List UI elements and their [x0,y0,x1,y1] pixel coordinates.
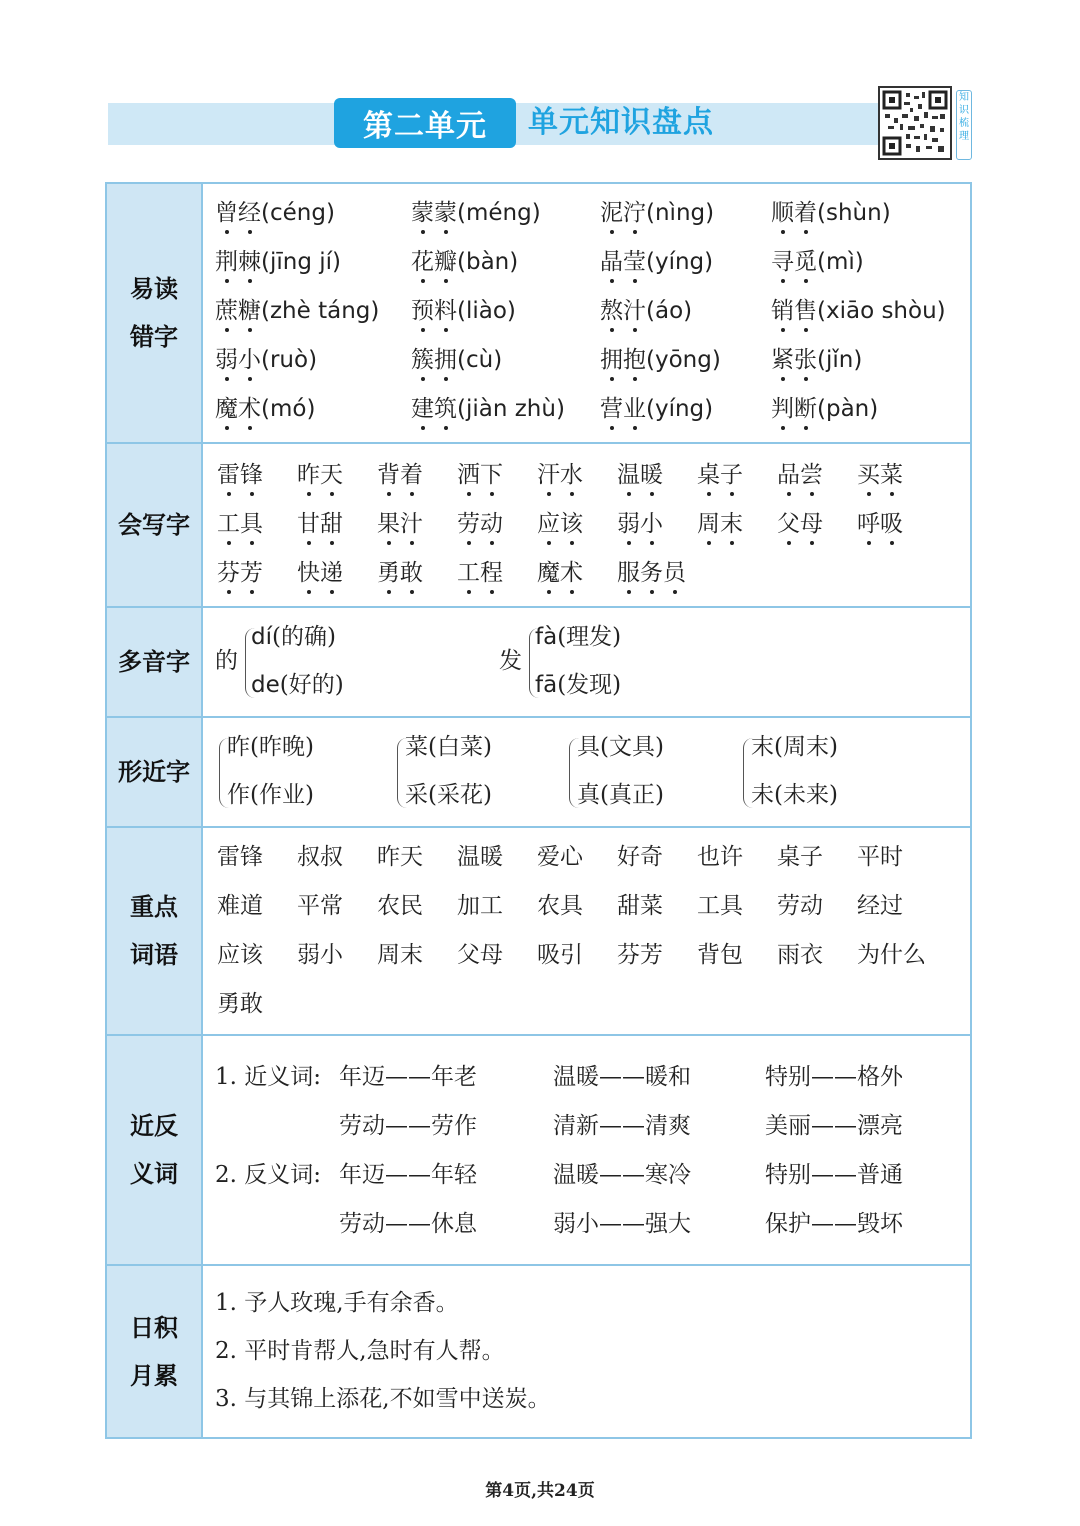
dotted-char: 工 [217,511,240,537]
page-title: 单元知识盘点 [528,105,714,140]
pinyin: (ruò) [261,347,318,373]
pinyin: (céng) [261,200,335,226]
dotted-char: 暖 [640,462,663,488]
key-word: 桌子 [777,844,823,870]
polyphone-reading [251,622,336,652]
polyphone-char: 发 [499,648,522,674]
dotted-char: 荆 [215,249,238,275]
dotted-char: 拥 [600,347,623,373]
dotted-char: 瓣 [434,249,457,275]
dotted-char: 昨 [297,462,320,488]
word-pair: 劳动——休息 [339,1211,477,1237]
word-pair: 劳动——劳作 [339,1113,477,1139]
dotted-char: 术 [238,396,261,422]
key-word: 平时 [857,844,903,870]
dotted-char: 着 [400,462,423,488]
row-similar [107,718,970,828]
key-word: 吸引 [537,942,583,968]
write-word [537,509,583,539]
easy-mistake-item [215,394,315,424]
dotted-char: 吸 [880,511,903,537]
dotted-char: 服 [617,560,640,586]
pinyin: (nìng) [646,200,715,226]
pinyin: (jǐn) [817,347,863,373]
row-write [107,444,970,608]
pinyin: (bàn) [457,249,519,275]
similar-char: 昨(昨晚) [227,734,314,760]
pinyin: fā [535,672,558,698]
key-word: 周末 [377,942,423,968]
key-word: 农具 [537,893,583,919]
dotted-char: 芬 [217,560,240,586]
dotted-char: 汁 [623,298,646,324]
proverb-line: 1. 予人玫瑰,手有余香。 [215,1290,459,1316]
dotted-char: 业 [623,396,646,422]
dotted-char: 弱 [617,511,640,537]
key-word: 父母 [457,942,503,968]
row-label: 形近字 [107,718,203,826]
dotted-char: 该 [560,511,583,537]
key-word: 甜菜 [617,893,663,919]
row-easy-mistake [107,184,970,444]
easy-mistake-item [215,296,379,326]
unit-badge [334,98,516,148]
label-line: 词语 [130,941,178,969]
easy-mistake-item [411,198,541,228]
dotted-char: 勇 [377,560,400,586]
dotted-char: 工 [457,560,480,586]
qr-label: 知识梳理 [956,90,972,160]
dotted-char: 下 [480,462,503,488]
easy-mistake-item [411,345,502,375]
write-word [297,558,343,588]
write-word [537,460,583,490]
key-word: 雷锋 [217,844,263,870]
dotted-char: 花 [411,249,434,275]
key-word: 平常 [297,893,343,919]
dotted-char: 蒙 [434,200,457,226]
dotted-char: 洒 [457,462,480,488]
dotted-char: 建 [411,396,434,422]
easy-mistake-item [600,394,713,424]
write-word [297,460,343,490]
dotted-char: 甜 [320,511,343,537]
write-word [617,460,663,490]
row-label [107,1266,203,1437]
dotted-char: 递 [320,560,343,586]
dotted-char: 簇 [411,347,434,373]
dotted-char: 筑 [434,396,457,422]
dotted-char: 父 [777,511,800,537]
easy-mistake-item [771,247,864,277]
dotted-char: 拥 [434,347,457,373]
easy-mistake-item [600,345,721,375]
knowledge-table [105,182,972,1439]
easy-mistake-item [771,296,946,326]
dotted-char: 快 [297,560,320,586]
dotted-char: 员 [663,560,686,586]
dotted-char: 销 [771,298,794,324]
key-word: 应该 [217,942,263,968]
row-label [107,184,203,442]
easy-mistake-item [771,394,878,424]
write-word [857,509,903,539]
write-word [617,509,663,539]
dotted-char: 程 [480,560,503,586]
dotted-char: 着 [794,200,817,226]
pinyin: (jiàn zhù) [457,396,565,422]
dotted-char: 具 [240,511,263,537]
key-word: 温暖 [457,844,503,870]
key-word: 劳动 [777,893,823,919]
dotted-char: 莹 [623,249,646,275]
dotted-char: 务 [640,560,663,586]
similar-char: 菜(白菜) [405,734,492,760]
word-pair: 保护——毁坏 [765,1211,903,1237]
dotted-char: 动 [480,511,503,537]
write-word [777,509,823,539]
dotted-char: 菜 [880,462,903,488]
key-word: 经过 [857,893,903,919]
page-footer: 第4页,共24页 [485,1481,595,1501]
write-word [217,509,263,539]
easy-mistake-item [215,345,317,375]
dotted-char: 桌 [697,462,720,488]
row-key-words [107,828,970,1036]
dotted-char: 周 [697,511,720,537]
similar-char: 具(文具) [577,734,664,760]
easy-mistake-item [411,247,518,277]
row-polyphone [107,608,970,718]
dotted-char: 小 [238,347,261,373]
similar-char: 真(真正) [577,782,664,808]
polyphone-reading [251,670,344,700]
dotted-char: 温 [617,462,640,488]
pinyin: (yōng) [646,347,721,373]
dotted-char: 泥 [600,200,623,226]
example-word: (发现) [557,672,622,698]
key-word: 背包 [697,942,743,968]
similar-char: 未(未来) [751,782,838,808]
dotted-char: 蒙 [411,200,434,226]
dotted-char: 魔 [537,560,560,586]
write-word [457,558,503,588]
easy-mistake-item [411,394,565,424]
label-line: 义词 [130,1160,178,1188]
write-word [377,558,423,588]
label-line: 易读 [130,275,178,303]
write-word [217,558,263,588]
dotted-char: 母 [800,511,823,537]
dotted-char: 应 [537,511,560,537]
write-word [857,460,903,490]
unit-label: 第二单元 [363,109,487,144]
row-label: 会写字 [107,444,203,606]
row-syn-ant [107,1036,970,1266]
row-accumulate [107,1266,970,1437]
dotted-char: 曾 [215,200,238,226]
easy-mistake-item [771,198,891,228]
write-word [697,509,743,539]
dotted-char: 呼 [857,511,880,537]
pinyin: (cù) [457,347,503,373]
example-word: (好的) [279,672,344,698]
easy-mistake-item [600,296,692,326]
example-word: (理发) [557,624,622,650]
dotted-char: 紧 [771,347,794,373]
easy-mistake-item [600,198,714,228]
dotted-char: 觅 [794,249,817,275]
pinyin: fà [535,624,558,650]
key-word: 难道 [217,893,263,919]
dotted-char: 顺 [771,200,794,226]
dotted-char: 抱 [623,347,646,373]
easy-mistake-item [411,296,516,326]
word-pair: 弱小——强大 [553,1211,691,1237]
dotted-char: 料 [434,298,457,324]
label-line: 错字 [130,323,178,351]
dotted-char: 售 [794,298,817,324]
pinyin: dí [251,624,272,650]
key-word: 弱小 [297,942,343,968]
polyphone-reading [535,670,621,700]
dotted-char: 断 [794,396,817,422]
write-word [617,558,686,588]
dotted-char: 买 [857,462,880,488]
pinyin: (yíng) [646,396,714,422]
pinyin: (mì) [817,249,864,275]
easy-mistake-item [771,345,862,375]
dotted-char: 经 [238,200,261,226]
synonym-title: 1. 近义词: [215,1064,322,1090]
dotted-char: 判 [771,396,794,422]
dotted-char: 尝 [800,462,823,488]
proverb-line: 3. 与其锦上添花,不如雪中送炭。 [215,1386,551,1412]
dotted-char: 晶 [600,249,623,275]
label-line: 日积 [130,1313,178,1342]
key-word: 好奇 [617,844,663,870]
word-pair: 美丽——漂亮 [765,1113,903,1139]
row-label [107,828,203,1034]
key-word: 雨衣 [777,942,823,968]
label-line: 月累 [130,1361,178,1390]
dotted-char: 小 [640,511,663,537]
similar-char: 采(采花) [405,782,492,808]
dotted-char: 水 [560,462,583,488]
dotted-char: 背 [377,462,400,488]
antonym-title: 2. 反义词: [215,1162,322,1188]
dotted-char: 蔗 [215,298,238,324]
dotted-char: 营 [600,396,623,422]
write-word [697,460,743,490]
key-word: 为什么 [857,942,926,968]
proverb-line: 2. 平时肯帮人,急时有人帮。 [215,1338,505,1364]
key-word: 勇敢 [217,991,263,1017]
write-word [377,460,423,490]
row-label: 多音字 [107,608,203,716]
write-word [217,460,263,490]
dotted-char: 甘 [297,511,320,537]
dotted-char: 雷 [217,462,240,488]
easy-mistake-item [600,247,713,277]
pinyin: (zhè táng) [261,298,380,324]
word-pair: 清新——清爽 [553,1113,691,1139]
similar-char: 作(作业) [227,782,314,808]
dotted-char: 寻 [771,249,794,275]
write-word [377,509,423,539]
pinyin: de [251,672,280,698]
qr-code-icon [878,86,952,160]
dotted-char: 汁 [400,511,423,537]
dotted-char: 魔 [215,396,238,422]
dotted-char: 敢 [400,560,423,586]
key-word: 工具 [697,893,743,919]
easy-mistake-item [215,198,335,228]
dotted-char: 弱 [215,347,238,373]
pinyin: (mó) [261,396,316,422]
dotted-char: 汗 [537,462,560,488]
dotted-char: 品 [777,462,800,488]
example-word: (的确) [272,624,336,650]
dotted-char: 泞 [623,200,646,226]
dotted-char: 天 [320,462,343,488]
write-word [457,509,503,539]
label-line: 近反 [130,1112,178,1140]
row-label [107,1036,203,1264]
word-pair: 特别——普通 [765,1162,903,1188]
key-word: 加工 [457,893,503,919]
pinyin: (shùn) [817,200,891,226]
dotted-char: 锋 [240,462,263,488]
key-word: 芬芳 [617,942,663,968]
pinyin: (liào) [457,298,516,324]
dotted-char: 果 [377,511,400,537]
pinyin: (jīng jí) [261,249,341,275]
label-line: 重点 [130,893,178,921]
dotted-char: 术 [560,560,583,586]
similar-char: 末(周末) [751,734,838,760]
pinyin: (méng) [457,200,541,226]
write-word [457,460,503,490]
write-word [297,509,343,539]
word-pair: 温暖——寒冷 [553,1162,691,1188]
dotted-char: 熬 [600,298,623,324]
word-pair: 年迈——年轻 [339,1162,477,1188]
word-pair: 年迈——年老 [339,1064,477,1090]
word-pair: 特别——格外 [765,1064,903,1090]
polyphone-reading [535,622,621,652]
dotted-char: 张 [794,347,817,373]
easy-mistake-item [215,247,341,277]
dotted-char: 预 [411,298,434,324]
pinyin: (yíng) [646,249,714,275]
dotted-char: 糖 [238,298,261,324]
pinyin: (áo) [646,298,693,324]
key-word: 也许 [697,844,743,870]
key-word: 爱心 [537,844,583,870]
write-word [537,558,583,588]
dotted-char: 劳 [457,511,480,537]
key-word: 叔叔 [297,844,343,870]
key-word: 昨天 [377,844,423,870]
write-word [777,460,823,490]
dotted-char: 子 [720,462,743,488]
dotted-char: 芳 [240,560,263,586]
word-pair: 温暖——暖和 [553,1064,691,1090]
pinyin: (xiāo shòu) [817,298,946,324]
dotted-char: 棘 [238,249,261,275]
key-word: 农民 [377,893,423,919]
polyphone-char: 的 [215,648,238,674]
dotted-char: 末 [720,511,743,537]
pinyin: (pàn) [817,396,879,422]
